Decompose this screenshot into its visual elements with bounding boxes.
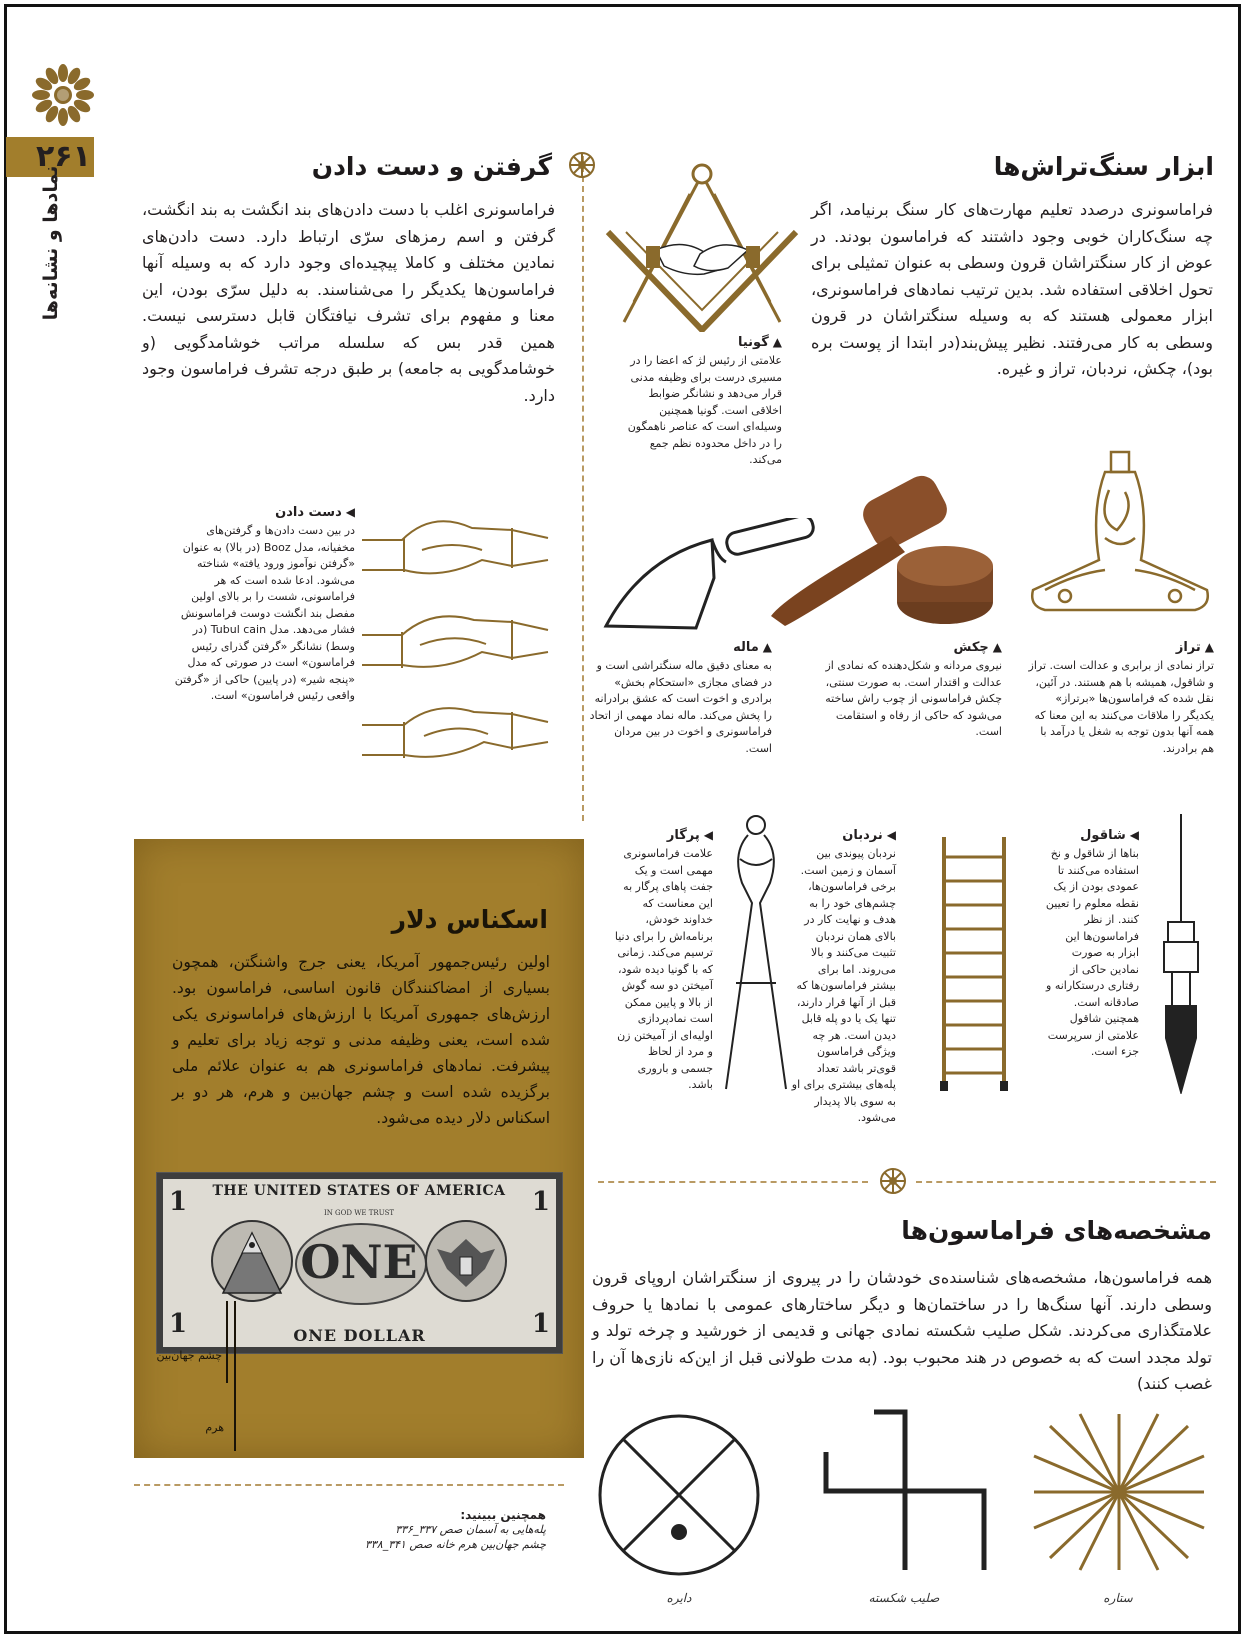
eye-leader-line — [226, 1301, 228, 1383]
bill-corner-bl: 1 — [169, 1309, 188, 1339]
square-compass-icon — [604, 162, 800, 332]
caption-nardeban — [791, 828, 896, 1127]
level-icon — [1025, 450, 1215, 616]
caption-taraz-text: تراز نمادی از برابری و عدالت است. تراز و شاقول، همیشه با هم هستند. در آئین، نقل شده که فراماسون‌ها «برتراز» یکدیگر را ملاقات می‌کنند به این معنا که همه آنها بدون توجه به شغل یا درآمد با هم برادرند. — [1028, 659, 1214, 755]
pyramid-leader-line — [234, 1301, 236, 1451]
caption-goniya — [617, 335, 782, 469]
triangle-bullet-icon: ▲ — [992, 640, 1002, 654]
arrow-bullet-icon: ◀ — [703, 828, 713, 842]
caption-dast-dadan-title: دست دادن — [275, 505, 342, 520]
triangle-bullet-icon: ▲ — [772, 335, 782, 349]
bill-corner-br: 1 — [531, 1309, 550, 1339]
handshake-drawings-icon — [362, 500, 554, 770]
caption-pargar-text: علامت فراماسونری مهمی است و یک جفت پاهای پرگار به این معناست که خداوند خودش، برنامه‌اش را برای دنیا ترسیم می‌کند. زمانی که با گونیا دیده شود، آمیختن دو سه گوش از بالا و پایین ممکن است نمادپردازی اولیه‌ای از آمیختن زن و مرد از لحاظ جسمی و باروری باشد. — [614, 847, 713, 1091]
bill-motto: IN GOD WE TRUST — [323, 1209, 395, 1217]
section-divider-left — [598, 1181, 868, 1183]
bill-word: ONE — [300, 1235, 418, 1289]
caption-nardeban-text: نردبان پیوندی بین آسمان و زمین است. برخی فراماسون‌ها، چشم‌های خود را به هدف و نهایت کار در بالای همان نردبان تثبیت می‌کنند و بالا می‌روند. اما برای بیشتر فراماسون‌ها که قبل از آنها قرار دارند، تنها یک یا دو پله قابل دیدن است. هر چه ویژگی فراماسون قوی‌تر باشد تعداد پله‌های بیشتری برای او به سوی بالا پدیدار می‌شود. — [791, 847, 896, 1124]
caption-taraz-title: تراز — [1175, 640, 1201, 655]
caption-pargar-title: پرگار — [666, 828, 700, 843]
caption-dast-dadan-text: در بین دست دادن‌ها و گرفتن‌های مخفیانه، مدل Booz (در بالا) به عنوان «گرفتن نوآموز ورود یافته» شناخته می‌شود. ادعا شده است که هر فراماسونی، شست را بر بالای اولین مفصل بند انگشت دوست فراماسونش فشار می‌دهد. مدل Tubul cain (در وسط) نشانگر «گرفتن گذرای رئیس فراماسون» است در صورتی که مدل «پنجه شیر» (در پایین) حاکی از «گرفتن واقعی رئیس فراماسون» است. — [174, 524, 355, 702]
section-divider-right — [916, 1181, 1216, 1183]
features-heading: مشخصه‌های فراماسون‌ها — [901, 1216, 1212, 1245]
flower-bullet-icon — [567, 150, 597, 180]
bill-bottom-text: ONE DOLLAR — [293, 1326, 426, 1345]
arrow-bullet-icon: ◀ — [886, 828, 896, 842]
label-setare: ستاره — [1103, 1591, 1133, 1605]
sunflower-ornament-icon — [32, 64, 94, 126]
caption-chakosh-text: نیروی مردانه و شکل‌دهنده که نمادی از عدالت و اقتدار است. به صورت سنتی، چکش فراماسونی از چوب راش ساخته می‌شود که حاکی از رفاه و استقامت است. — [825, 659, 1002, 738]
caption-shaghool-text: بناها از شاقول و نخ استفاده می‌کنند تا عمودی بودن از یک نقطه معلوم را تعیین کنند. از نظر فراماسون‌ها این ابزار به صورت نمادین حاکی از رفتاری درستکارانه و صادقانه است. همچنین شاقول علامتی از سرپرست جزء است. — [1045, 847, 1139, 1058]
running-title: نمادها و نشانه‌ها — [40, 165, 62, 321]
column-divider — [582, 156, 584, 821]
caption-goniya-title: گونیا — [737, 335, 769, 350]
flower-divider-icon — [878, 1166, 908, 1196]
label-eye: چشم جهان‌بین — [156, 1349, 222, 1362]
bill-corner-tr: 1 — [531, 1187, 550, 1217]
caption-male — [587, 640, 772, 757]
caption-nardeban-title: نردبان — [842, 828, 883, 843]
ladder-icon — [938, 835, 1010, 1093]
caption-male-title: ماله — [733, 640, 759, 655]
pyramid-eye-icon — [209, 1213, 295, 1309]
see-also-divider — [134, 1484, 564, 1486]
see-also — [316, 1508, 546, 1552]
caption-chakosh-title: چکش — [953, 640, 989, 655]
caption-shaghool-title: شاقول — [1080, 828, 1126, 843]
see-also-link-1[interactable]: پله‌هایی به آسمان صص ۳۳۷_۳۳۶ — [395, 1523, 546, 1536]
broken-cross-symbol-icon — [822, 1408, 988, 1574]
label-salib: صلیب شکسته — [868, 1591, 940, 1605]
caption-taraz — [1026, 640, 1214, 757]
triangle-bullet-icon: ▲ — [762, 640, 772, 654]
arrow-bullet-icon: ◀ — [345, 505, 355, 519]
gavel-icon — [765, 466, 1017, 632]
caption-goniya-text: علامتی از رئیس لژ که اعضا را در مسیری درست برای وظیفه مدنی قرار می‌دهد و نشانگر ضوابط اخلاقی است. گونیا همچنین وسیله‌ای است که عناصر ناهمگون را در داخل محدوده نظم جمع می‌کند. — [627, 354, 782, 466]
caption-male-text: به معنای دقیق ماله سنگتراشی است و در فضای مجازی «استحکام بخش» برادری و اخوت است که عشق برادرانه را پخش می‌کند. ماله نماد مهمی از اتحاد فراماسونری و اخوت در بین مردان است. — [589, 659, 772, 755]
see-also-title: همچنین ببینید: — [460, 1508, 546, 1522]
handshake-body: فراماسونری اغلب با دست دادن‌های بند انگشت به بند انگشت، گرفتن و اسم رمزهای سرّی ارتباط دارد. دست دادن‌های نمادین مختلف و کاملا پیچیده‌ای وجود دارد که به وسیله آنها فراماسون‌ها یکدیگر را می‌شناسند. به دلیل سرّی بودن، این معنا و مفهوم برای تشرف نیافتگان قابل دسترسی نیست. همین قدر بس که سلسله مراتب خوشامدگویی (و خوشامدگویی به جامعه) بر طبق درجه تشرف فراماسون وجود دارد. — [142, 200, 555, 405]
compass-tool-icon — [722, 813, 790, 1095]
triangle-bullet-icon: ▲ — [1204, 640, 1214, 654]
features-body: همه فراماسون‌ها، مشخصه‌های شناسنده‌ی خودشان را در پیروی از سنگتراشان اروپای قرون وسطی دارند. آنها سنگ‌ها را در ساختمان‌ها و دیگر ساختارهای عمومی با نمادها یا حروف علامتگذاری می‌کردند. شکل صلیب شکسته نمادی جهانی و قدیمی از خورشید و چرخه تولد و تولد مجدد است که به خصوص در هند محبوب بود. (به مدت طولانی قبل از این‌که نازی‌ها آن را غصب کنند) — [592, 1268, 1212, 1393]
handshake-heading: گرفتن و دست دادن — [311, 152, 552, 181]
label-dayere: دایره — [666, 1591, 692, 1605]
star-symbol-icon — [1030, 1410, 1208, 1574]
eagle-seal-icon — [423, 1213, 509, 1309]
circle-cross-symbol-icon — [596, 1412, 762, 1578]
arrow-bullet-icon: ◀ — [1129, 828, 1139, 842]
see-also-link-2[interactable]: چشم جهان‌بین هرم خانه صص ۳۴۱_۳۳۸ — [364, 1538, 546, 1551]
dollar-heading: اسکناس دلار — [391, 905, 548, 934]
tools-body: فراماسونری درصدد تعلیم مهارت‌های کار سنگ برنیامد، اگر چه سنگ‌کاران خوبی وجود داشتند که فراماسون بودند. در عوض از کار سنگتراشان قرون وسطی به عنوان تمثیلی برای تحول اخلاقی استفاده شد. بدین ترتیب نمادهای فراماسونری، ابزار معمولی هستند که به وسیله سنگتراشان در قرون وسطی به کار می‌رفتند. نظیر پیش‌بند(در ابتدا از پوست بره بود)، چکش، نردبان، تراز و غیره. — [811, 200, 1213, 378]
bill-corner-tl: 1 — [169, 1187, 188, 1217]
dollar-sidebar — [134, 839, 584, 1458]
label-pyramid: هرم — [205, 1421, 224, 1434]
tools-heading: ابزار سنگ‌تراش‌ها — [993, 152, 1214, 181]
caption-dast-dadan — [170, 505, 355, 705]
caption-chakosh — [812, 640, 1002, 741]
caption-shaghool — [1044, 828, 1139, 1061]
caption-pargar — [613, 828, 713, 1094]
plumb-bob-icon — [1158, 812, 1204, 1094]
dollar-bill-image — [156, 1172, 563, 1354]
bill-top-text: THE UNITED STATES OF AMERICA — [212, 1183, 506, 1199]
dollar-body: اولین رئیس‌جمهور آمریکا، یعنی جرج واشنگتن، همچون بسیاری از امضاکنندگان قانون اساسی، فراماسون بود. ارزش‌های جمهوری آمریکا با ارزش‌های فراماسونری یکی شده است، یعنی وظیفه مدنی و توجه زیاد برای تعلیم و پیشرفت. نمادهای فراماسونری هم به عنوان علائم ملی برگزیده شده است و چشم جهان‌بین و هرم، هر دو بر اسکناس دلار دیده می‌شود. — [172, 953, 550, 1127]
page-number: ۲۶۱ — [36, 139, 91, 174]
